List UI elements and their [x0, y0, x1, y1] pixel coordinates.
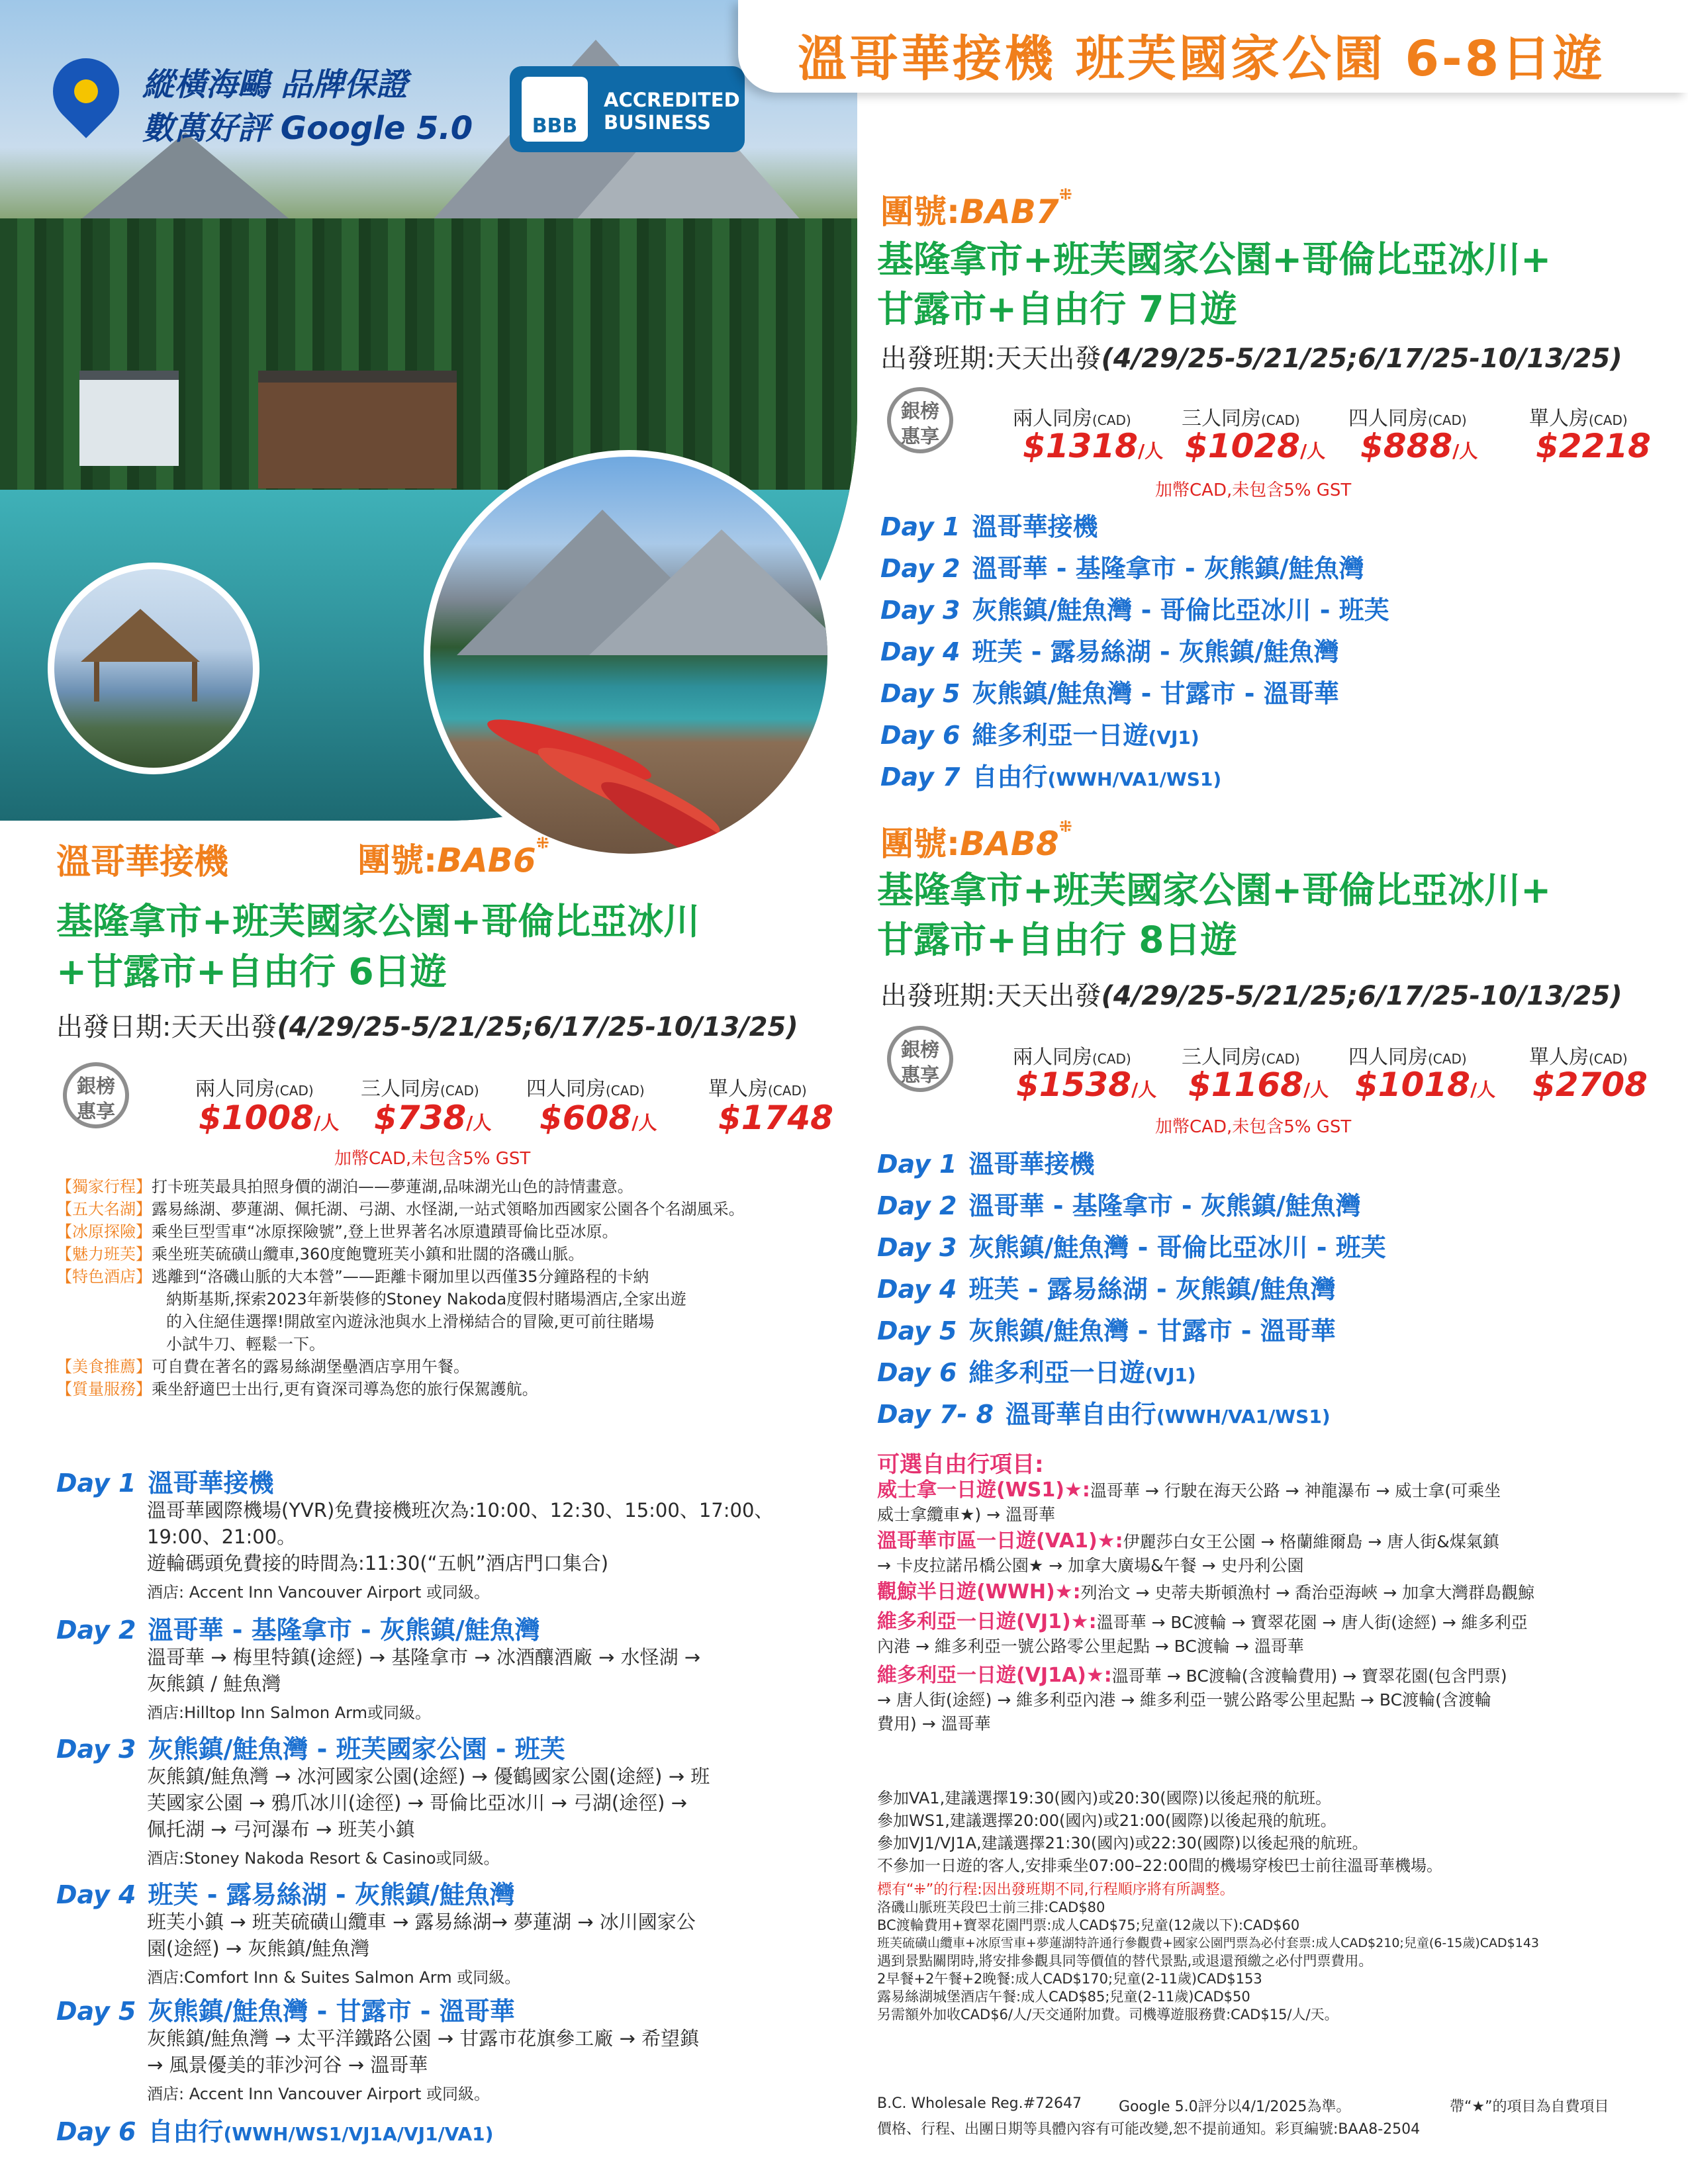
- footer-reg: B.C. Wholesale Reg.#72647: [877, 2095, 1082, 2112]
- price-header-twin: 兩人同房(CAD): [195, 1077, 314, 1101]
- brand-line: 數萬好評 Google 5.0: [142, 110, 473, 147]
- day-heading: Day 2 溫哥華 - 基隆拿市 - 灰熊鎮/鮭魚灣: [877, 1191, 1361, 1220]
- tour-code: BAB8: [960, 825, 1059, 863]
- optional-tour-item-cont: 內港 → 維多利亞一號公路零公里起點 → BC渡輪 → 溫哥華: [877, 1637, 1304, 1656]
- price-twin: $1318/人: [1023, 427, 1164, 465]
- departure-label: 出發班期:天天出發: [880, 981, 1102, 1011]
- badge-text: 惠享: [76, 1100, 115, 1122]
- day-heading: Day 5 灰熊鎮/鮭魚灣 - 甘露市 - 溫哥華: [877, 1316, 1336, 1345]
- day-heading: Day 2 溫哥華 - 基隆拿市 - 灰熊鎮/鮭魚灣: [880, 554, 1364, 583]
- departure-dates: [56, 1006, 798, 1044]
- badge-text: 惠享: [900, 425, 939, 447]
- flight-note: 參加WS1,建議選擇20:00(國內)或21:00(國際)以後起飛的航班。: [877, 1811, 1336, 1830]
- feature-item: 【魅力班芙】乘坐班芙硫磺山纜車,360度飽覽班芙小鎮和壯闊的洛磯山脈。: [56, 1245, 585, 1263]
- feature-list: [56, 1175, 831, 1400]
- brand-line: 縱橫海鷗 品牌保證: [142, 66, 408, 103]
- tour-label: 團號:: [880, 825, 960, 863]
- price-header-quad: 四人同房(CAD): [526, 1077, 645, 1101]
- price-single: $2218: [1536, 427, 1651, 465]
- fee-note: 班芙硫磺山纜車+冰原雪車+夢蓮湖特許通行參觀費+國家公園門票為必付套票:成人CAD$210;兒童(6-15歲)CAD$143: [877, 1936, 1540, 1950]
- day-heading: Day 3 灰熊鎮/鮭魚灣 - 哥倫比亞冰川 - 班芙: [880, 596, 1389, 625]
- price-header-single: 單人房(CAD): [1529, 407, 1628, 430]
- bbb-label: [604, 89, 740, 134]
- day-heading: Day 7- 8 溫哥華自由行(WWH/VA1/WS1): [877, 1400, 1331, 1429]
- optional-tour-item: 觀鯨半日遊(WWH)★:列治文 → 史蒂夫斯頓漁村 → 喬治亞海峽 → 加拿大灣群島觀鯨: [877, 1580, 1535, 1604]
- silver-badge-icon: [880, 1019, 960, 1099]
- departure-dates: [880, 338, 1622, 375]
- tour-number-bab7: [880, 185, 1072, 233]
- hotel-info: 酒店: Accent Inn Vancouver Airport 或同級。: [147, 1583, 491, 1602]
- hotel-info: 酒店:Comfort Inn & Suites Salmon Arm 或同級。: [147, 1968, 521, 1987]
- price-single: $1748: [718, 1099, 833, 1137]
- photo-circle-canoes: [424, 450, 834, 860]
- day-heading: Day 2 溫哥華 - 基隆拿市 - 灰熊鎮/鮭魚灣: [56, 1615, 540, 1645]
- price-header-quad: 四人同房(CAD): [1348, 407, 1467, 430]
- mark-icon: ⁜: [1058, 185, 1072, 204]
- fee-notes: [877, 1881, 1665, 2024]
- day-heading: Day 3 灰熊鎮/鮭魚灣 - 哥倫比亞冰川 - 班芙: [877, 1233, 1386, 1262]
- route-title: 甘露市+自由行 7日遊: [877, 288, 1237, 330]
- brand-text: [142, 63, 473, 150]
- price-triple: $738/人: [374, 1099, 492, 1137]
- flight-note: 參加VJ1/VJ1A,建議選擇21:30(國內)或22:30(國際)以後起飛的航班。: [877, 1834, 1368, 1852]
- price-quad: $888/人: [1360, 427, 1478, 465]
- mountain-shape: [589, 529, 834, 655]
- currency-note: 加幣CAD,未包含5% GST: [1155, 480, 1352, 500]
- day-heading: Day 5 灰熊鎮/鮭魚灣 - 甘露市 - 溫哥華: [880, 679, 1339, 708]
- page-title: 溫哥華接機 班芙國家公園 6-8日遊: [798, 30, 1605, 87]
- price-header-single: 單人房(CAD): [708, 1077, 807, 1101]
- price-header-quad: 四人同房(CAD): [1348, 1046, 1467, 1069]
- price-twin: $1538/人: [1016, 1066, 1157, 1104]
- departure-range: (4/29/25-5/21/25;6/17/25-10/13/25): [1101, 981, 1622, 1011]
- canoe: [593, 770, 770, 860]
- pickup-label: 溫哥華接機: [56, 842, 229, 882]
- optional-tour-item-cont: 威士拿纜車★) → 溫哥華: [877, 1505, 1056, 1524]
- price-single: $2708: [1532, 1066, 1648, 1104]
- bbb-line: BUSINESS: [604, 111, 711, 134]
- route-title: +甘露市+自由行 6日遊: [56, 950, 447, 993]
- day-heading: Day 1 溫哥華接機: [877, 1150, 1095, 1179]
- badge-text: 銀榜: [76, 1075, 115, 1097]
- feature-item: 的入住絕佳選擇!開啟室內遊泳池與水上滑梯結合的冒險,更可前往賭場: [166, 1312, 655, 1331]
- mark-note: 標有“⁜”的行程:因出發班期不同,行程順序將有所調整。: [877, 1882, 1235, 1898]
- lodge: [79, 371, 179, 466]
- day-description: 溫哥華 → 梅里特鎮(途經) → 基隆拿市 → 冰酒釀酒廠 → 水怪湖 → 灰熊鎮 / 鮭魚灣 酒店:Hilltop Inn Salmon Arm或同級。: [147, 1644, 835, 1723]
- optional-tour-item: 維多利亞一日遊(VJ1A)★:溫哥華 → BC渡輪(含渡輪費用) → 寶翠花園(包含門票): [877, 1664, 1507, 1687]
- optional-tour-item: 威士拿一日遊(WS1)★:溫哥華 → 行駛在海天公路 → 神龍瀑布 → 威士拿(可乘坐: [877, 1479, 1501, 1502]
- route-title: 基隆拿市+班芙國家公園+哥倫比亞冰川+: [877, 238, 1552, 281]
- footer-google: Google 5.0評分以4/1/2025為準。: [1119, 2099, 1351, 2115]
- departure-range: (4/29/25-5/21/25;6/17/25-10/13/25): [277, 1012, 798, 1042]
- fee-note: 洛磯山脈班芙段巴士前三排:CAD$80: [877, 1899, 1105, 1915]
- day-heading: Day 4 班芙 - 露易絲湖 - 灰熊鎮/鮭魚灣: [880, 637, 1339, 666]
- mark-icon: ⁜: [1058, 817, 1072, 836]
- fee-note: 露易絲湖城堡酒店午餐:成人CAD$85;兒童(2-11歲)CAD$50: [877, 1989, 1250, 2005]
- day-heading: Day 6 自由行(WWH/WS1/VJ1A/VJ1/VA1): [56, 2117, 494, 2146]
- footer-disclaimer: 價格、行程、出團日期等具體內容有可能改變,恕不提前通知。彩頁編號:BAA8-2504: [877, 2121, 1421, 2138]
- gazebo-base: [94, 662, 197, 702]
- fee-note: 遇到景點關閉時,將安排參觀具同等價值的替代景點,或退還預繳之必付門票費用。: [877, 1953, 1373, 1969]
- feature-item: 【獨家行程】打卡班芙最具拍照身價的湖泊——夢蓮湖,品味湖光山色的詩情畫意。: [56, 1177, 633, 1196]
- departure-dates: [880, 975, 1622, 1013]
- hotel-info: 酒店:Stoney Nakoda Resort & Casino或同級。: [147, 1849, 500, 1868]
- feature-item: 【質量服務】乘坐舒適巴士出行,更有資深司導為您的旅行保駕護航。: [56, 1380, 538, 1398]
- day-heading: Day 6 維多利亞一日遊(VJ1): [880, 721, 1199, 750]
- optional-tour-item-cont: 費用) → 溫哥華: [877, 1714, 991, 1733]
- route-title: 甘露市+自由行 8日遊: [877, 919, 1237, 961]
- photo-circle-gazebo: [48, 563, 259, 774]
- day-heading: Day 1 溫哥華接機: [880, 512, 1098, 541]
- day-heading: Day 5 灰熊鎮/鮭魚灣 - 甘露市 - 溫哥華: [56, 1997, 515, 2026]
- bbb-logo-icon: BBB: [522, 77, 588, 142]
- fee-note: 2早餐+2午餐+2晚餐:成人CAD$170;兒童(2-11歲)CAD$153: [877, 1971, 1262, 1987]
- day-description: 班芙小鎮 → 班芙硫磺山纜車 → 露易絲湖→ 夢蓮湖 → 冰川國家公 園(途經) → 灰熊鎮/鮭魚灣 酒店:Comfort Inn & Suites Salmon Arm 或同級。: [147, 1909, 835, 1987]
- day-heading: Day 4 班芙 - 露易絲湖 - 灰熊鎮/鮭魚灣: [877, 1275, 1336, 1304]
- flight-note: 不參加一日遊的客人,安排乘坐07:00–22:00間的機場穿梭巴士前往溫哥華機場。: [877, 1856, 1442, 1875]
- feature-item: 【冰原探險】乘坐巨型雪車“冰原探險號”,登上世界著名冰原遺蹟哥倫比亞冰原。: [56, 1222, 618, 1241]
- optional-tour-item-cont: → 卡皮拉諾吊橋公園★ → 加拿大廣場&午餐 → 史丹利公園: [877, 1556, 1304, 1575]
- feature-item: 【美食推薦】可自費在著名的露易絲湖堡壘酒店享用午餐。: [56, 1357, 469, 1376]
- tour-label: 團號:: [880, 193, 960, 231]
- bbb-line: ACCREDITED: [604, 89, 740, 111]
- mark-icon: ⁜: [536, 834, 549, 852]
- flight-notes: [877, 1787, 1665, 1877]
- hotel-info: 酒店: Accent Inn Vancouver Airport 或同級。: [147, 2085, 491, 2103]
- silver-badge-icon: [880, 381, 960, 460]
- price-header-twin: 兩人同房(CAD): [1013, 407, 1131, 430]
- day-heading: Day 4 班芙 - 露易絲湖 - 灰熊鎮/鮭魚灣: [56, 1880, 515, 1909]
- route-title: 基隆拿市+班芙國家公園+哥倫比亞冰川+: [877, 869, 1552, 911]
- gazebo-roof: [81, 609, 200, 662]
- price-triple: $1168/人: [1188, 1066, 1329, 1104]
- currency-note: 加幣CAD,未包含5% GST: [334, 1149, 531, 1169]
- optional-tours-list: [877, 1479, 1665, 1736]
- badge-text: 銀榜: [900, 400, 939, 422]
- day-description: 灰熊鎮/鮭魚灣 → 太平洋鐵路公園 → 甘露市花旗參工廠 → 希望鎮 → 風景優美的菲沙河谷 → 溫哥華 酒店: Accent Inn Vancouver Airport 或同級。: [147, 2025, 835, 2104]
- day-heading: Day 7 自由行(WWH/VA1/WS1): [880, 762, 1222, 792]
- tour-number-bab6: [357, 834, 549, 882]
- day-list-bab7: [880, 506, 1389, 798]
- footer-star-note: 帶“★”的項目為自費項目: [1450, 2099, 1609, 2115]
- price-header-single: 單人房(CAD): [1529, 1046, 1628, 1069]
- tour-code: BAB7: [960, 193, 1059, 231]
- price-header-triple: 三人同房(CAD): [361, 1077, 479, 1101]
- departure-label: 出發日期:天天出發: [56, 1012, 277, 1042]
- silver-badge-icon: [56, 1056, 136, 1135]
- day-heading: Day 1 溫哥華接機: [56, 1469, 274, 1498]
- header-banner: [738, 0, 1688, 93]
- optional-tour-item: 維多利亞一日遊(VJ1)★:溫哥華 → BC渡輪 → 寶翠花園 → 唐人街(途經) → 維多利亞: [877, 1610, 1528, 1633]
- tour-number-bab8: [880, 817, 1072, 865]
- fee-note: BC渡輪費用+寶翠花園門票:成人CAD$75;兒童(12歲以下):CAD$60: [877, 1917, 1300, 1933]
- flight-note: 參加VA1,建議選擇19:30(國內)或20:30(國際)以後起飛的航班。: [877, 1789, 1331, 1807]
- optional-tours-heading: 可選自由行項目:: [877, 1451, 1044, 1478]
- tour-code: BAB6: [437, 841, 536, 880]
- route-title: 基隆拿市+班芙國家公園+哥倫比亞冰川: [56, 900, 700, 942]
- lodge: [258, 371, 457, 488]
- feature-item: 納斯基斯,探索2023年新裝修的Stoney Nakoda度假村賭場酒店,全家出遊: [166, 1290, 686, 1308]
- hotel-info: 酒店:Hilltop Inn Salmon Arm或同級。: [147, 1704, 431, 1722]
- day-heading: Day 6 維多利亞一日遊(VJ1): [877, 1358, 1196, 1387]
- bbb-accredited-badge: [510, 66, 745, 152]
- price-header-triple: 三人同房(CAD): [1182, 407, 1300, 430]
- price-quad: $1018/人: [1355, 1066, 1496, 1104]
- fee-note: 另需額外加收CAD$6/人/天交通附加費。司機導遊服務費:CAD$15/人/天。: [877, 2007, 1338, 2023]
- day-description: 灰熊鎮/鮭魚灣 → 冰河國家公園(途經) → 優鶴國家公園(途經) → 班 芙國家公園 → 鴉爪冰川(途徑) → 哥倫比亞冰川 → 弓湖(途徑) → 佩托湖 → 弓河瀑布 → 班芙小鎮 酒店:Stoney Nakoda Resort & Casino或同級。: [147, 1763, 835, 1868]
- currency-note: 加幣CAD,未包含5% GST: [1155, 1117, 1352, 1137]
- feature-item: 【五大名湖】露易絲湖、夢蓮湖、佩托湖、弓湖、水怪湖,一站式領略加西國家公園各个名湖風采。: [56, 1200, 745, 1218]
- day-list-bab8: [877, 1144, 1386, 1435]
- price-header-triple: 三人同房(CAD): [1182, 1046, 1300, 1069]
- optional-tour-item: 溫哥華市區一日遊(VA1)★:伊麗莎白女王公園 → 格蘭維爾島 → 唐人街&煤氣鎮: [877, 1529, 1499, 1553]
- departure-range: (4/29/25-5/21/25;6/17/25-10/13/25): [1101, 343, 1622, 374]
- badge-text: 惠享: [900, 1064, 939, 1086]
- brand-logo-icon: [39, 44, 132, 138]
- badge-text: 銀榜: [900, 1038, 939, 1061]
- day-description: 溫哥華國際機場(YVR)免費接機班次為:10:00、12:30、15:00、17:00、 19:00、21:00。 遊輪碼頭免費接的時間為:11:30(“五帆”酒店門口集合) 酒店: Accent Inn Vancouver Airport 或同級。: [147, 1497, 835, 1602]
- feature-item: 小試牛刀、輕鬆一下。: [166, 1335, 325, 1353]
- price-triple: $1028/人: [1185, 427, 1326, 465]
- departure-label: 出發班期:天天出發: [880, 343, 1102, 374]
- price-quad: $608/人: [539, 1099, 657, 1137]
- feature-item: 【特色酒店】逃離到“洛磯山脈的大本營”——距離卡爾加里以西僅35分鐘路程的卡納: [56, 1267, 649, 1286]
- price-twin: $1008/人: [199, 1099, 340, 1137]
- price-header-twin: 兩人同房(CAD): [1013, 1046, 1131, 1069]
- tour-label: 團號:: [357, 841, 437, 880]
- day-heading: Day 3 灰熊鎮/鮭魚灣 - 班芙國家公園 - 班芙: [56, 1735, 565, 1764]
- optional-tour-item-cont: → 唐人街(途經) → 維多利亞內港 → 維多利亞一號公路零公里起點 → BC渡輪(含渡輪: [877, 1690, 1491, 1709]
